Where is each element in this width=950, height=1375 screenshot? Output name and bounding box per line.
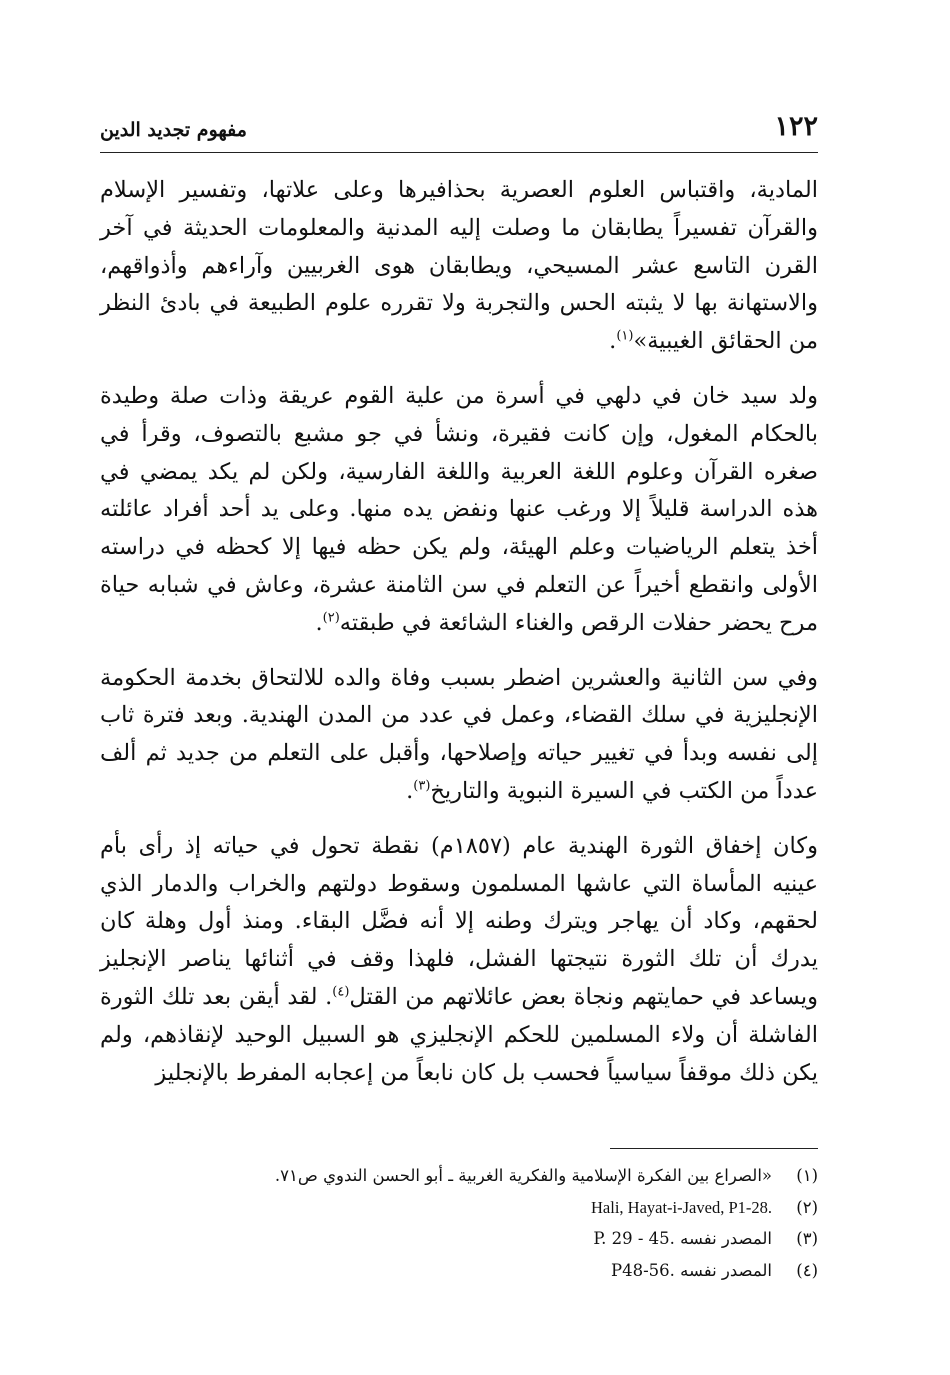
- footnote: [100, 1255, 818, 1287]
- footnote: [100, 1160, 818, 1192]
- page-header: [100, 110, 818, 150]
- paragraph-text: المادية، واقتباس العلوم العصرية بحذافيرها وعلى علاتها، وتفسير الإسلام والقرآن تفسيراً يطابقان ما وصلت إليه المدنية والمعلومات الحديثة في آخر القرن التاسع عشر المسيحي، ويطابقان هوى الغربيين وآراءهم وأذواقهم، والاستهانة بها لا يثبته الحس والتجربة ولا تقرره علوم الطبيعة في بادئ النظر من الحقائق الغيبية»: [100, 177, 818, 355]
- paragraph-text: وكان إخفاق الثورة الهندية عام (١٨٥٧م) نقطة تحول في حياته إذ رأى بأم عينيه المأساة التي عاشها المسلمون وسقوط دولتهم والخراب والدمار الذي لحقهم، وكاد أن يهاجر ويترك وطنه إلا أنه فضَّل البقاء. ومنذ أول وهلة كان يدرك أن تلك الثورة نتيجتها الفشل، فلهذا وقف في أثنائها يناصر الإنجليز ويساعد في حمايتهم ونجاة بعض عائلاتهم من القتل: [100, 832, 818, 1010]
- footnote-text: المصدر نفسه .45 - P. 29: [593, 1229, 772, 1248]
- footnote-text: المصدر نفسه .P48-56: [611, 1260, 772, 1280]
- footnote-number: (٣): [796, 1229, 818, 1248]
- footnote-reference: (٣): [413, 778, 431, 794]
- footnote-text: Hali, Hayat-i-Javed, P1-28.: [591, 1197, 772, 1217]
- footnote-number: (٤): [796, 1260, 818, 1280]
- paragraph: [100, 660, 818, 811]
- paragraph-text: وفي سن الثانية والعشرين اضطر بسبب وفاة والده للالتحاق بخدمة الحكومة الإنجليزية في سلك القضاء، وعمل في عدد من المدن الهندية. وبعد فترة ثاب إلى نفسه وبدأ في تغيير حياته وإصلاحها، وأقبل على التعلم من جديد ثم ألف عدداً من الكتب في السيرة النبوية والتاريخ: [100, 664, 818, 804]
- footnote-text: «الصراع بين الفكرة الإسلامية والفكرية الغربية ـ أبو الحسن الندوي ص٧١.: [274, 1166, 772, 1185]
- paragraph: [100, 828, 818, 1093]
- paragraph-tail: .: [406, 777, 414, 804]
- paragraph-text: ولد سيد خان في دلهي في أسرة من علية القوم عريقة وذات صلة وطيدة بالحكام المغول، وإن كانت فقيرة، ونشأ في جو مشبع بالتصوف، وقرأ في صغره القرآن وعلوم اللغة العربية واللغة الفارسية، ولكن لم يكد يمضي في هذه الدراسة قليلاً إلا ورغب عنها ونفض يده منها. وعلى يد أحد أفراد عائلته أخذ يتعلم الرياضيات وعلم الهيئة، ولم يكن حظه فيها إلا كحظه في دراسته الأولى وانقطع أخيراً عن التعلم في سن الثامنة عشرة، وعاش في شبابه حياة مرح يحضر حفلات الرقص والغناء الشائعة في طبقته: [100, 382, 818, 636]
- footnote: [100, 1192, 818, 1224]
- paragraph: [100, 172, 818, 361]
- footnote-number: (٢): [796, 1197, 818, 1217]
- page-number: ١٢٢: [774, 111, 818, 142]
- footnotes: [100, 1160, 818, 1286]
- footnote-number: (١): [796, 1166, 818, 1185]
- body-text: [100, 172, 818, 1109]
- footnote-reference: (١): [616, 328, 634, 344]
- footnote-divider: [610, 1148, 818, 1149]
- paragraph-tail: .: [609, 328, 617, 355]
- paragraph: [100, 378, 818, 643]
- paragraph-tail: . لقد أيقن بعد تلك الثورة الفاشلة أن ولاء المسلمين للحكم الإنجليزي هو السبيل الوحيد لإنقاذهم، ولم يكن ذلك موقفاً سياسياً فحسب بل كان نابعاً من إعجابه المفرط بالإنجليز: [100, 983, 818, 1086]
- running-title: مفهوم تجديد الدين: [100, 119, 247, 141]
- header-divider: [100, 152, 818, 153]
- footnote-reference: (٢): [322, 610, 340, 626]
- paragraph-tail: .: [315, 609, 323, 636]
- footnote-reference: (٤): [332, 984, 350, 1000]
- footnote: [100, 1223, 818, 1255]
